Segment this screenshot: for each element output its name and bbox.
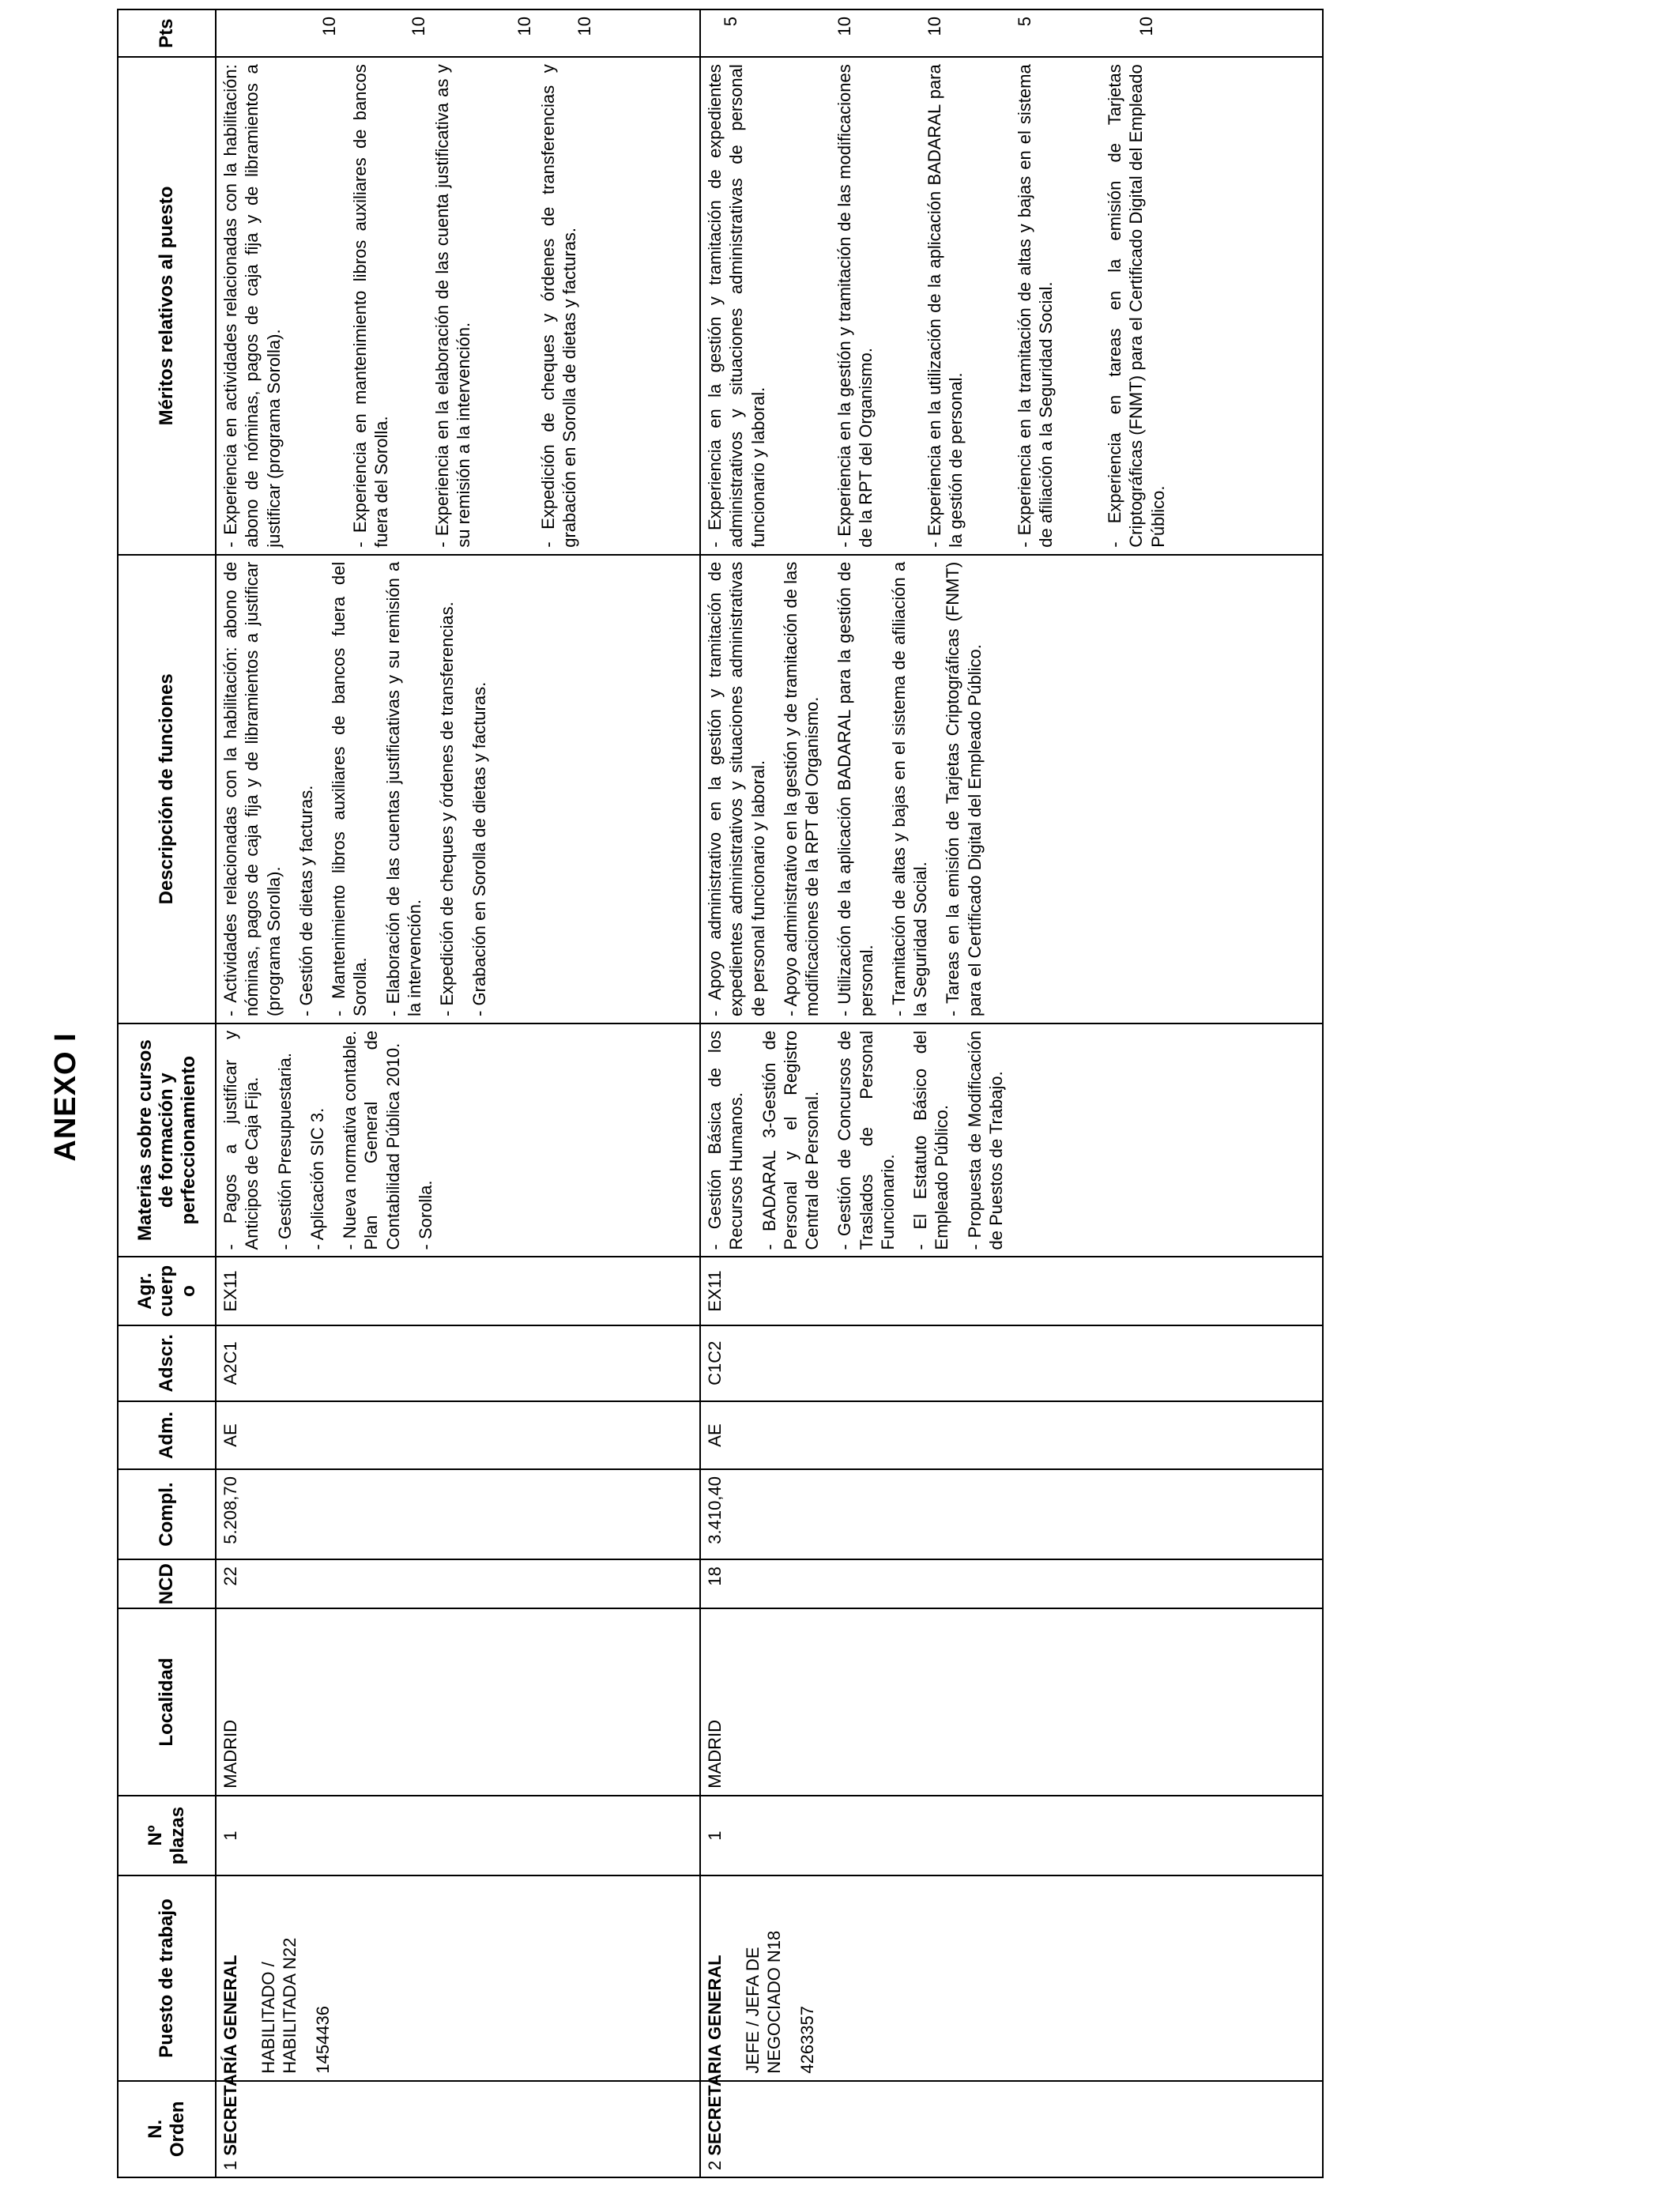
materia-item: - BADARAL 3-Gestión de Personal y el Registro Central de Personal.: [759, 1030, 823, 1250]
agr-cell: EX11: [700, 1257, 1323, 1325]
pts-value: 10: [925, 17, 944, 36]
orden-cell: 1 SECRETARÍA GENERAL: [216, 2081, 700, 2177]
merito-item: - Experiencia en mantenimiento libros auxiliares de bancos fuera del Sorolla.: [350, 64, 392, 548]
compl-cell: 3.410,40: [700, 1469, 1323, 1559]
header-compl: Compl.: [118, 1469, 216, 1559]
puesto-cell: [216, 1875, 700, 2080]
materia-item: - Nueva normativa contable. Plan General de Contabilidad Pública 2010.: [340, 1030, 403, 1250]
header-localidad: Localidad: [118, 1608, 216, 1795]
merito-item: - Experiencia en la gestión y tramitación de las modificaciones de la RPT del Organismo.: [834, 64, 876, 548]
merito-item: - Experiencia en actividades relacionadas con la habilitación: abono de nóminas, pagos de caja fija y de libramientos a justificar (programa Sorolla).: [220, 64, 284, 548]
header-plazas: Nº plazas: [118, 1796, 216, 1876]
puesto-nombre: HABILITADO / HABILITADA N22: [258, 1937, 300, 2074]
localidad-cell: MADRID: [700, 1608, 1323, 1795]
header-pts: Pts: [118, 9, 216, 57]
merito-item: - Experiencia en la elaboración de las cuenta justificativa as y su remisión a la intervención.: [432, 64, 474, 548]
unidad: SECRETARIA GENERAL: [705, 1955, 725, 2156]
merito-item: - Experiencia en la utilización de la aplicación BADARAL para la gestión de personal.: [925, 64, 966, 548]
adm-cell: AE: [700, 1401, 1323, 1469]
pts-value: 5: [1015, 17, 1034, 27]
descripcion-cell: [700, 555, 1323, 1023]
document-title: ANEXO I: [49, 1032, 82, 1162]
ncd-cell: 22: [216, 1559, 700, 1608]
funcion-item: - Actividades relacionadas con la habilitación: abono de nóminas, pagos de caja fija y de libramientos a justificar (programa Sorolla).: [220, 561, 284, 1016]
materias-cell: [700, 1023, 1323, 1257]
header-agr: Agr. cuerpo: [118, 1257, 216, 1325]
header-puesto: Puesto de trabajo: [118, 1875, 216, 2080]
pts-value: 10: [319, 17, 339, 36]
materia-item: - Sorolla.: [415, 1180, 435, 1250]
adm-cell: AE: [216, 1401, 700, 1469]
funcion-item: - Elaboración de las cuentas justificativas y su remisión a la intervención.: [382, 561, 424, 1016]
adscr-cell: C1C2: [700, 1325, 1323, 1401]
funcion-item: - Apoyo administrativo en la gestión y de tramitación de las modificaciones de la RPT del Organismo.: [780, 561, 823, 1016]
pts-value: 10: [1136, 17, 1156, 36]
funcion-item: - Mantenimiento libros auxiliares de bancos fuera del Sorolla.: [329, 561, 371, 1016]
agr-cell: EX11: [216, 1257, 700, 1325]
materia-item: - Gestión de Concursos de Traslados de Personal Funcionario.: [834, 1030, 898, 1250]
materia-item: - Aplicación SIC 3.: [307, 1107, 327, 1250]
merito-item: - Experiencia en la gestión y tramitación de expedientes administrativos y situaciones administrativas de personal funcionario y laboral.: [705, 64, 768, 548]
materias-cell: [216, 1023, 700, 1257]
ncd-cell: 18: [700, 1559, 1323, 1608]
materia-item: - El Estatuto Básico del Empleado Público.: [910, 1030, 952, 1250]
anexo-table: [117, 9, 1324, 2178]
materia-item: - Propuesta de Modificación de Puestos de Trabajo.: [964, 1030, 1006, 1250]
materia-item: - Gestión Básica de los Recursos Humanos.: [705, 1030, 747, 1250]
header-orden: N. Orden: [118, 2081, 216, 2177]
table-row: [216, 9, 700, 2177]
descripcion-cell: [216, 555, 700, 1023]
meritos-cell: [700, 57, 1323, 554]
header-descripcion: Descripción de funciones: [118, 555, 216, 1023]
funcion-item: - Tareas en la emisión de Tarjetas Criptográficas (FNMT) para el Certificado Digital del Empleado Público.: [943, 561, 985, 1016]
merito-item: - Experiencia en la tramitación de altas y bajas en el sistema de afiliación a la Seguridad Social.: [1015, 64, 1057, 548]
funcion-item: - Utilización de la aplicación BADARAL para la gestión de personal.: [834, 561, 876, 1016]
funcion-item: - Apoyo administrativo en la gestión y tramitación de expedientes administrativos y situaciones administrativas de personal funcionario y laboral.: [705, 561, 768, 1016]
unidad: SECRETARÍA GENERAL: [220, 1955, 240, 2156]
pts-value: 10: [834, 17, 854, 36]
header-row: [118, 9, 216, 2177]
merito-item: - Expedición de cheques y órdenes de transferencias y grabación en Sorolla de dietas y facturas.: [538, 64, 580, 548]
puesto-cell: [700, 1875, 1323, 2080]
table-row: [700, 9, 1323, 2177]
compl-cell: 5.208,70: [216, 1469, 700, 1559]
meritos-cell: [216, 57, 700, 554]
pts-value: 10: [574, 17, 594, 36]
pts-value: 10: [409, 17, 428, 36]
pts-value: 5: [721, 17, 740, 27]
header-meritos: Méritos relativos al puesto: [118, 57, 216, 554]
materia-item: - Pagos a justificar y Anticipos de Caja Fija.: [220, 1030, 262, 1250]
puesto-codigo: 1454436: [312, 2005, 333, 2074]
materia-item: - Gestión Presupuestaria.: [274, 1053, 295, 1250]
orden-cell: 2 SECRETARIA GENERAL: [700, 2081, 1323, 2177]
funcion-item: - Gestión de dietas y facturas.: [296, 785, 316, 1016]
puesto-nombre: JEFE / JEFA DE NEGOCIADO N18: [743, 1930, 785, 2074]
pts-cell: [216, 9, 700, 57]
pts-value: 10: [514, 17, 534, 36]
funcion-item: - Expedición de cheques y órdenes de transferencias.: [437, 601, 458, 1016]
localidad-cell: MADRID: [216, 1608, 700, 1795]
pts-cell: [700, 9, 1323, 57]
header-adscr: Adscr.: [118, 1325, 216, 1401]
puesto-codigo: 4263357: [797, 2005, 817, 2074]
header-adm: Adm.: [118, 1401, 216, 1469]
plazas-cell: 1: [700, 1796, 1323, 1876]
plazas-cell: 1: [216, 1796, 700, 1876]
funcion-item: - Grabación en Sorolla de dietas y facturas.: [469, 681, 490, 1016]
merito-item: - Experiencia en tareas en la emisión de Tarjetas Criptográficas (FNMT) para el Certificado Digital del Empleado Público.: [1105, 64, 1168, 548]
header-ncd: NCD: [118, 1559, 216, 1608]
header-materias: Materias sobre cursos de formación y perfeccionamiento: [118, 1023, 216, 1257]
funcion-item: - Tramitación de altas y bajas en el sistema de afiliación a la Seguridad Social.: [888, 561, 931, 1016]
adscr-cell: A2C1: [216, 1325, 700, 1401]
